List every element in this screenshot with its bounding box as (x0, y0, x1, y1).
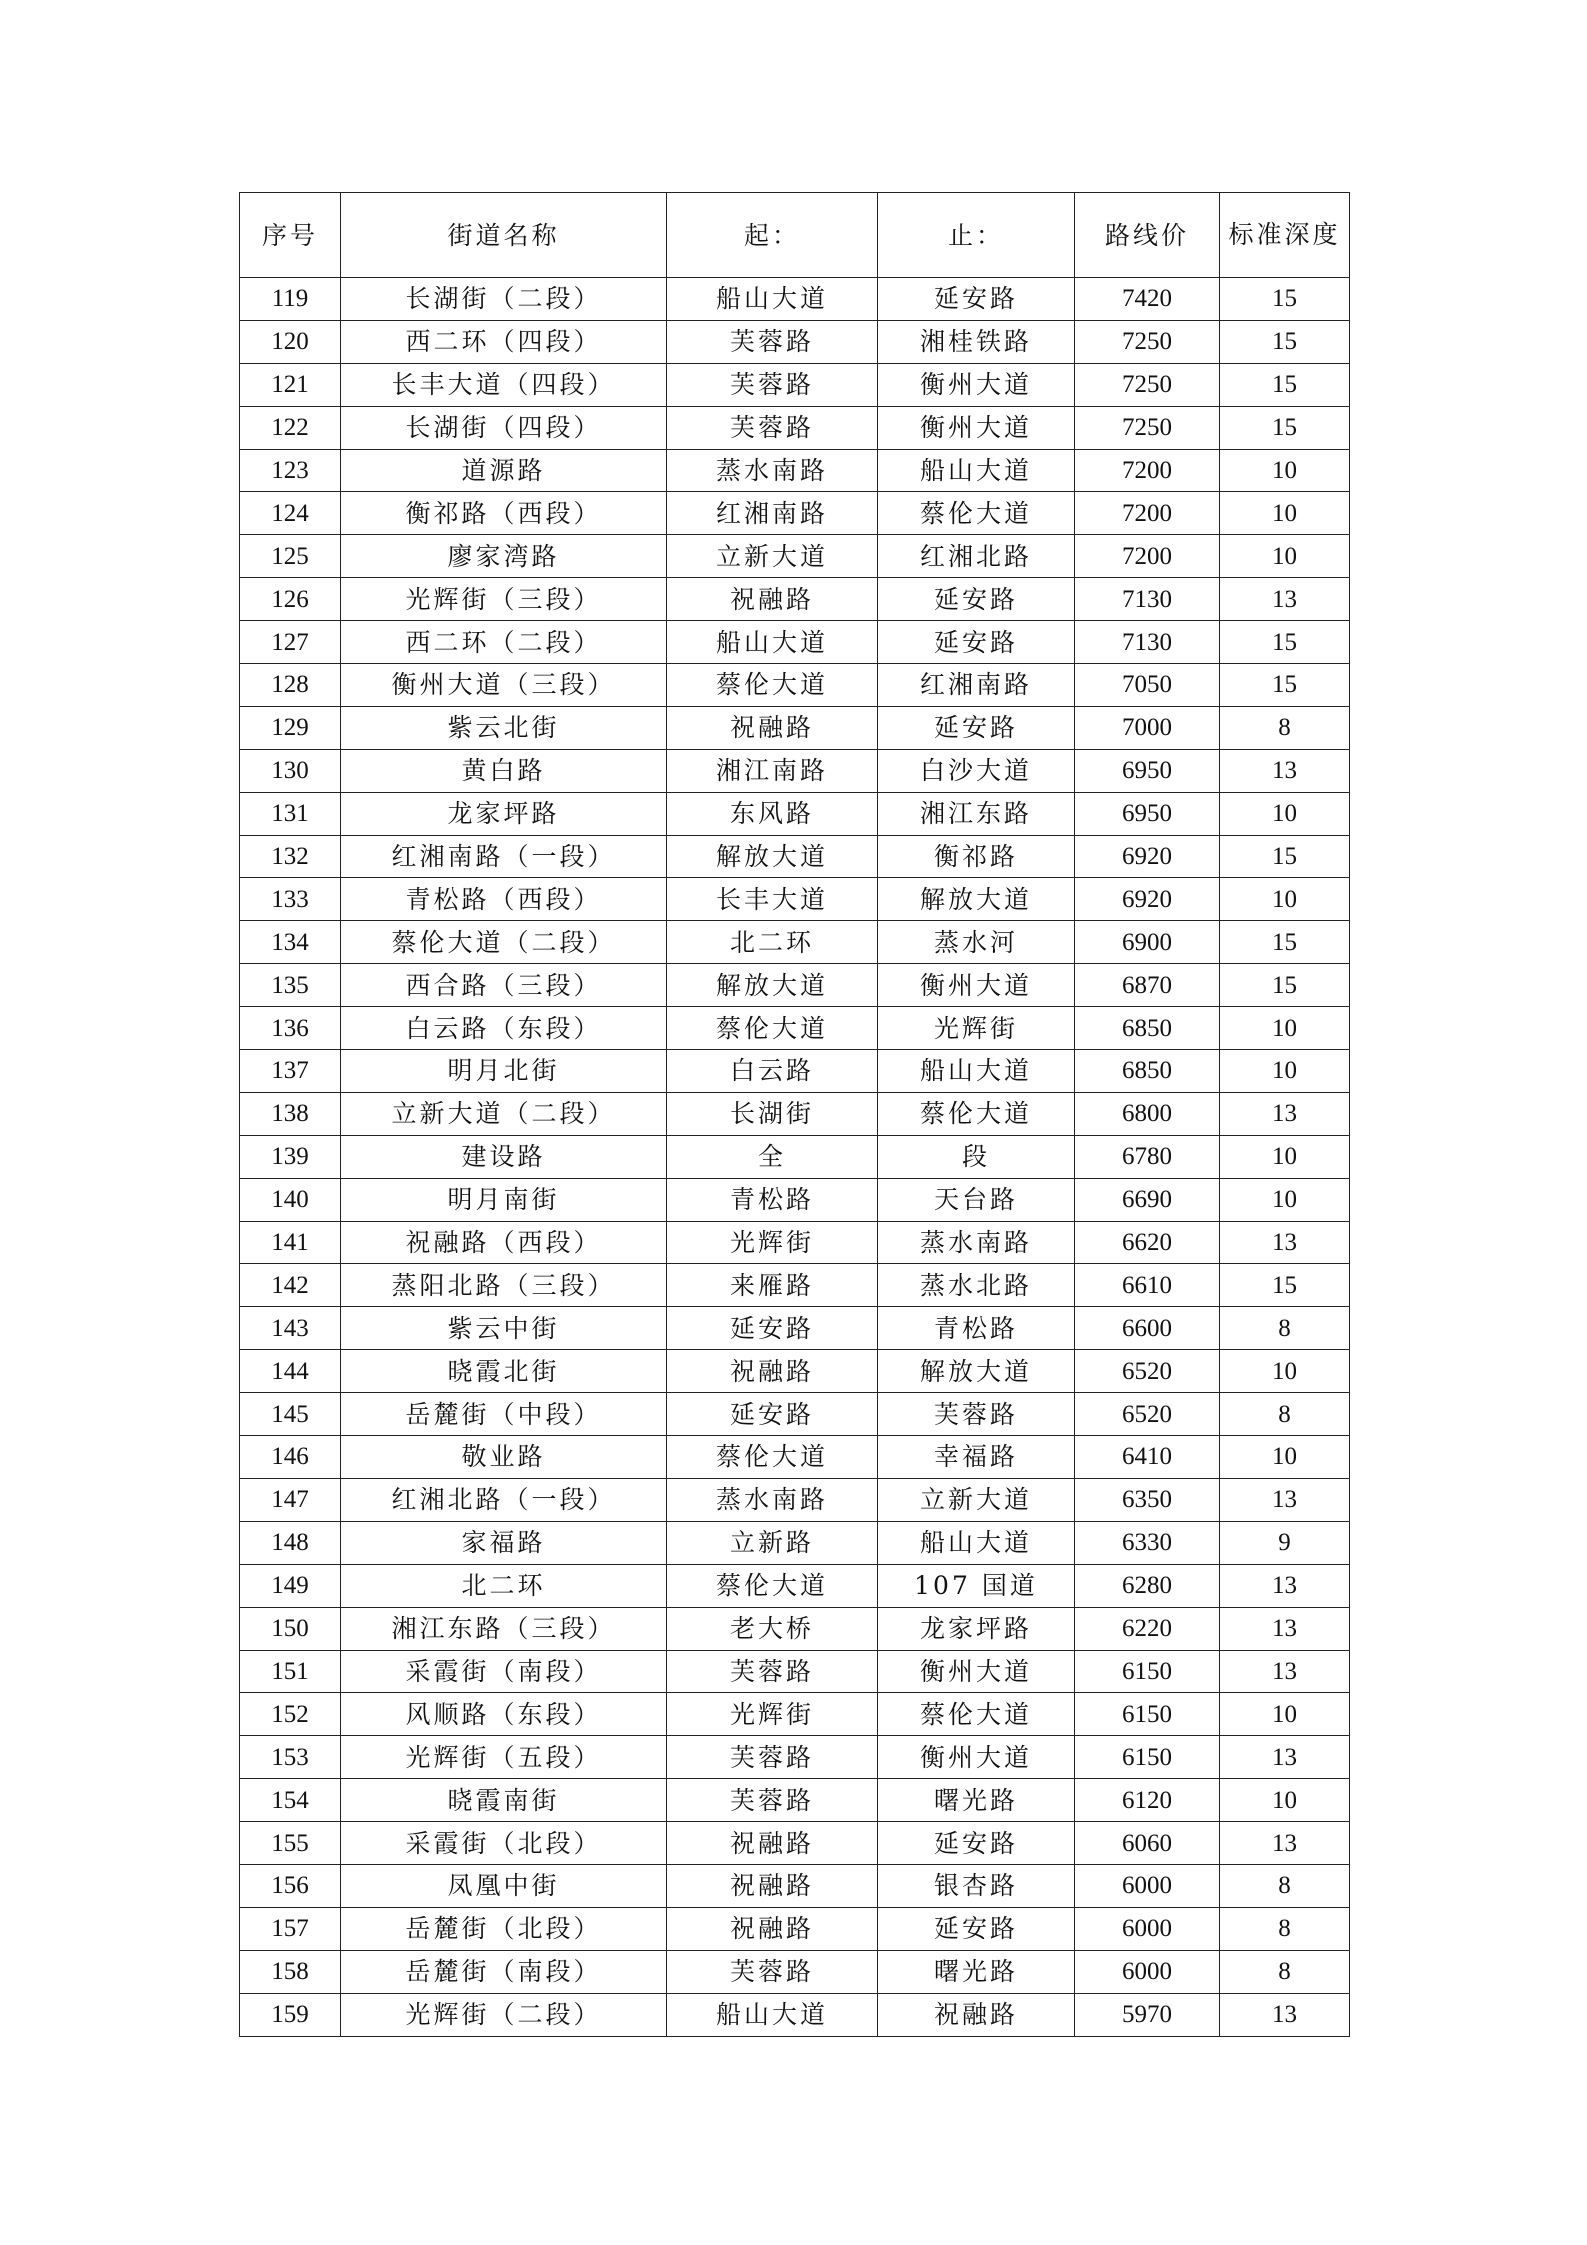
cell-to: 龙家坪路 (878, 1607, 1075, 1650)
cell-standard-depth: 13 (1220, 1564, 1350, 1607)
cell-from: 立新大道 (667, 535, 878, 578)
cell-from: 船山大道 (667, 1993, 878, 2036)
cell-standard-depth: 13 (1220, 1221, 1350, 1264)
cell-street-name: 明月南街 (341, 1178, 667, 1221)
cell-from: 芙蓉路 (667, 363, 878, 406)
cell-street-name: 岳麓街（北段） (341, 1907, 667, 1950)
cell-route-price: 7200 (1075, 449, 1220, 492)
cell-route-price: 6690 (1075, 1178, 1220, 1221)
cell-street-name: 采霞街（北段） (341, 1822, 667, 1865)
cell-to: 衡州大道 (878, 964, 1075, 1007)
cell-standard-depth: 10 (1220, 449, 1350, 492)
cell-street-name: 长丰大道（四段） (341, 363, 667, 406)
cell-from: 祝融路 (667, 578, 878, 621)
cell-route-price: 6900 (1075, 921, 1220, 964)
cell-route-price: 6120 (1075, 1779, 1220, 1822)
cell-to: 天台路 (878, 1178, 1075, 1221)
cell-standard-depth: 10 (1220, 1007, 1350, 1050)
table-row (240, 1221, 1350, 1264)
cell-route-price: 7200 (1075, 492, 1220, 535)
cell-from: 延安路 (667, 1307, 878, 1350)
cell-street-name: 光辉街（二段） (341, 1993, 667, 2036)
cell-seq: 132 (240, 835, 341, 878)
cell-route-price: 6620 (1075, 1221, 1220, 1264)
cell-route-price: 6330 (1075, 1521, 1220, 1564)
cell-street-name: 晓霞北街 (341, 1350, 667, 1393)
table-row (240, 1092, 1350, 1135)
table-row (240, 878, 1350, 921)
header-row (240, 193, 1350, 278)
cell-seq: 130 (240, 749, 341, 792)
cell-seq: 123 (240, 449, 341, 492)
cell-seq: 147 (240, 1478, 341, 1521)
cell-to: 衡州大道 (878, 406, 1075, 449)
cell-seq: 129 (240, 706, 341, 749)
table-row (240, 1864, 1350, 1907)
cell-street-name: 西合路（三段） (341, 964, 667, 1007)
cell-to: 曙光路 (878, 1950, 1075, 1993)
cell-from: 红湘南路 (667, 492, 878, 535)
cell-to: 蒸水北路 (878, 1264, 1075, 1307)
cell-from: 祝融路 (667, 1907, 878, 1950)
cell-to: 湘江东路 (878, 792, 1075, 835)
cell-to: 延安路 (878, 278, 1075, 321)
cell-seq: 128 (240, 664, 341, 707)
table-row (240, 1607, 1350, 1650)
cell-seq: 135 (240, 964, 341, 1007)
table-row (240, 320, 1350, 363)
cell-route-price: 6920 (1075, 835, 1220, 878)
table-row (240, 1178, 1350, 1221)
table-row (240, 449, 1350, 492)
cell-from: 祝融路 (667, 706, 878, 749)
cell-standard-depth: 8 (1220, 1864, 1350, 1907)
cell-route-price: 6000 (1075, 1950, 1220, 1993)
cell-standard-depth: 8 (1220, 1907, 1350, 1950)
cell-street-name: 红湘南路（一段） (341, 835, 667, 878)
cell-seq: 136 (240, 1007, 341, 1050)
cell-to: 衡州大道 (878, 1736, 1075, 1779)
cell-from: 祝融路 (667, 1822, 878, 1865)
table-row (240, 1564, 1350, 1607)
cell-from: 延安路 (667, 1393, 878, 1436)
cell-standard-depth: 13 (1220, 1092, 1350, 1135)
cell-to: 衡祁路 (878, 835, 1075, 878)
cell-standard-depth: 13 (1220, 1736, 1350, 1779)
header-street-name: 街道名称 (341, 193, 667, 278)
cell-route-price: 6950 (1075, 749, 1220, 792)
cell-route-price: 6950 (1075, 792, 1220, 835)
cell-route-price: 7130 (1075, 578, 1220, 621)
cell-route-price: 5970 (1075, 1993, 1220, 2036)
cell-from: 东风路 (667, 792, 878, 835)
table-row (240, 921, 1350, 964)
cell-standard-depth: 13 (1220, 578, 1350, 621)
cell-to: 船山大道 (878, 449, 1075, 492)
table-row (240, 406, 1350, 449)
cell-to: 衡州大道 (878, 363, 1075, 406)
cell-seq: 143 (240, 1307, 341, 1350)
cell-standard-depth: 15 (1220, 320, 1350, 363)
cell-to: 光辉街 (878, 1007, 1075, 1050)
cell-from: 祝融路 (667, 1864, 878, 1907)
cell-standard-depth: 15 (1220, 964, 1350, 1007)
cell-street-name: 采霞街（南段） (341, 1650, 667, 1693)
cell-to: 蔡伦大道 (878, 1693, 1075, 1736)
cell-route-price: 6220 (1075, 1607, 1220, 1650)
cell-from: 芙蓉路 (667, 1650, 878, 1693)
cell-seq: 125 (240, 535, 341, 578)
cell-to: 青松路 (878, 1307, 1075, 1350)
cell-route-price: 6410 (1075, 1436, 1220, 1479)
cell-to: 红湘南路 (878, 664, 1075, 707)
cell-from: 船山大道 (667, 621, 878, 664)
cell-seq: 157 (240, 1907, 341, 1950)
cell-street-name: 紫云中街 (341, 1307, 667, 1350)
table-row (240, 1393, 1350, 1436)
cell-from: 芙蓉路 (667, 320, 878, 363)
table-row (240, 1050, 1350, 1093)
cell-from: 蔡伦大道 (667, 1564, 878, 1607)
cell-from: 解放大道 (667, 835, 878, 878)
cell-street-name: 蒸阳北路（三段） (341, 1264, 667, 1307)
cell-street-name: 家福路 (341, 1521, 667, 1564)
cell-seq: 139 (240, 1135, 341, 1178)
cell-from: 光辉街 (667, 1693, 878, 1736)
table-row (240, 621, 1350, 664)
cell-from: 蒸水南路 (667, 1478, 878, 1521)
cell-seq: 141 (240, 1221, 341, 1264)
cell-standard-depth: 15 (1220, 664, 1350, 707)
cell-route-price: 7000 (1075, 706, 1220, 749)
table-row (240, 1736, 1350, 1779)
cell-route-price: 6800 (1075, 1092, 1220, 1135)
cell-seq: 121 (240, 363, 341, 406)
cell-to: 芙蓉路 (878, 1393, 1075, 1436)
cell-route-price: 6150 (1075, 1693, 1220, 1736)
cell-route-price: 6520 (1075, 1350, 1220, 1393)
cell-street-name: 西二环（二段） (341, 621, 667, 664)
cell-standard-depth: 15 (1220, 363, 1350, 406)
cell-standard-depth: 13 (1220, 1822, 1350, 1865)
header-from: 起： (667, 193, 878, 278)
cell-standard-depth: 10 (1220, 1050, 1350, 1093)
cell-from: 立新路 (667, 1521, 878, 1564)
cell-street-name: 西二环（四段） (341, 320, 667, 363)
cell-route-price: 6350 (1075, 1478, 1220, 1521)
table-row (240, 792, 1350, 835)
cell-seq: 145 (240, 1393, 341, 1436)
table-body (240, 278, 1350, 2037)
cell-standard-depth: 13 (1220, 749, 1350, 792)
table-row (240, 1350, 1350, 1393)
cell-route-price: 6850 (1075, 1050, 1220, 1093)
cell-street-name: 长湖街（四段） (341, 406, 667, 449)
cell-route-price: 7250 (1075, 363, 1220, 406)
cell-standard-depth: 10 (1220, 1135, 1350, 1178)
cell-street-name: 蔡伦大道（二段） (341, 921, 667, 964)
table-row (240, 1650, 1350, 1693)
cell-standard-depth: 8 (1220, 1950, 1350, 1993)
table-row (240, 964, 1350, 1007)
cell-route-price: 6920 (1075, 878, 1220, 921)
cell-from: 芙蓉路 (667, 406, 878, 449)
cell-route-price: 7420 (1075, 278, 1220, 321)
cell-from: 芙蓉路 (667, 1950, 878, 1993)
table-row (240, 1521, 1350, 1564)
cell-street-name: 红湘北路（一段） (341, 1478, 667, 1521)
cell-from: 全 (667, 1135, 878, 1178)
cell-street-name: 岳麓街（中段） (341, 1393, 667, 1436)
cell-street-name: 风顺路（东段） (341, 1693, 667, 1736)
cell-standard-depth: 13 (1220, 1478, 1350, 1521)
cell-street-name: 光辉街（五段） (341, 1736, 667, 1779)
cell-standard-depth: 15 (1220, 406, 1350, 449)
cell-seq: 133 (240, 878, 341, 921)
cell-to: 蔡伦大道 (878, 492, 1075, 535)
header-standard-depth: 标准深度 (1220, 193, 1350, 278)
cell-to: 延安路 (878, 1907, 1075, 1950)
cell-to: 白沙大道 (878, 749, 1075, 792)
cell-to: 船山大道 (878, 1050, 1075, 1093)
cell-seq: 127 (240, 621, 341, 664)
cell-seq: 151 (240, 1650, 341, 1693)
cell-from: 老大桥 (667, 1607, 878, 1650)
cell-street-name: 立新大道（二段） (341, 1092, 667, 1135)
cell-from: 芙蓉路 (667, 1779, 878, 1822)
cell-street-name: 衡祁路（西段） (341, 492, 667, 535)
table-row (240, 706, 1350, 749)
cell-seq: 122 (240, 406, 341, 449)
cell-street-name: 敬业路 (341, 1436, 667, 1479)
cell-seq: 146 (240, 1436, 341, 1479)
cell-street-name: 晓霞南街 (341, 1779, 667, 1822)
table-row (240, 1822, 1350, 1865)
cell-route-price: 7130 (1075, 621, 1220, 664)
table-row (240, 1307, 1350, 1350)
cell-to: 船山大道 (878, 1521, 1075, 1564)
cell-street-name: 黄白路 (341, 749, 667, 792)
table-row (240, 1436, 1350, 1479)
cell-from: 芙蓉路 (667, 1736, 878, 1779)
cell-seq: 140 (240, 1178, 341, 1221)
table-row (240, 1907, 1350, 1950)
cell-street-name: 明月北街 (341, 1050, 667, 1093)
cell-standard-depth: 10 (1220, 535, 1350, 578)
cell-standard-depth: 10 (1220, 1693, 1350, 1736)
cell-to: 湘桂铁路 (878, 320, 1075, 363)
cell-from: 蔡伦大道 (667, 1007, 878, 1050)
cell-route-price: 6000 (1075, 1907, 1220, 1950)
cell-seq: 124 (240, 492, 341, 535)
cell-route-price: 6870 (1075, 964, 1220, 1007)
cell-from: 长湖街 (667, 1092, 878, 1135)
cell-to: 曙光路 (878, 1779, 1075, 1822)
cell-route-price: 6850 (1075, 1007, 1220, 1050)
table-row (240, 1007, 1350, 1050)
cell-standard-depth: 13 (1220, 1993, 1350, 2036)
table-row (240, 835, 1350, 878)
cell-standard-depth: 15 (1220, 921, 1350, 964)
cell-standard-depth: 13 (1220, 1650, 1350, 1693)
cell-street-name: 道源路 (341, 449, 667, 492)
cell-to: 延安路 (878, 1822, 1075, 1865)
cell-route-price: 7250 (1075, 406, 1220, 449)
table-row (240, 664, 1350, 707)
cell-seq: 150 (240, 1607, 341, 1650)
cell-from: 船山大道 (667, 278, 878, 321)
table-row (240, 1478, 1350, 1521)
cell-seq: 159 (240, 1993, 341, 2036)
cell-to: 延安路 (878, 578, 1075, 621)
cell-standard-depth: 10 (1220, 1178, 1350, 1221)
table-row (240, 1135, 1350, 1178)
cell-from: 蒸水南路 (667, 449, 878, 492)
cell-to: 祝融路 (878, 1993, 1075, 2036)
header-seq: 序号 (240, 193, 341, 278)
cell-to: 蒸水河 (878, 921, 1075, 964)
cell-street-name: 长湖街（二段） (341, 278, 667, 321)
cell-from: 解放大道 (667, 964, 878, 1007)
cell-seq: 138 (240, 1092, 341, 1135)
cell-to: 解放大道 (878, 878, 1075, 921)
cell-to: 107 国道 (878, 1564, 1075, 1607)
cell-standard-depth: 10 (1220, 1350, 1350, 1393)
cell-standard-depth: 8 (1220, 706, 1350, 749)
cell-seq: 154 (240, 1779, 341, 1822)
table-row (240, 363, 1350, 406)
cell-street-name: 衡州大道（三段） (341, 664, 667, 707)
cell-standard-depth: 10 (1220, 878, 1350, 921)
cell-route-price: 7250 (1075, 320, 1220, 363)
table-row (240, 578, 1350, 621)
road-price-table (239, 192, 1350, 2037)
cell-street-name: 青松路（西段） (341, 878, 667, 921)
table-row (240, 1993, 1350, 2036)
table-row (240, 278, 1350, 321)
cell-from: 蔡伦大道 (667, 1436, 878, 1479)
cell-street-name: 廖家湾路 (341, 535, 667, 578)
cell-seq: 126 (240, 578, 341, 621)
cell-to: 立新大道 (878, 1478, 1075, 1521)
cell-seq: 131 (240, 792, 341, 835)
cell-from: 祝融路 (667, 1350, 878, 1393)
cell-to: 段 (878, 1135, 1075, 1178)
cell-to: 衡州大道 (878, 1650, 1075, 1693)
cell-standard-depth: 15 (1220, 621, 1350, 664)
table-row (240, 749, 1350, 792)
cell-street-name: 祝融路（西段） (341, 1221, 667, 1264)
cell-standard-depth: 13 (1220, 1607, 1350, 1650)
cell-route-price: 6150 (1075, 1736, 1220, 1779)
cell-standard-depth: 15 (1220, 1264, 1350, 1307)
cell-seq: 119 (240, 278, 341, 321)
cell-street-name: 湘江东路（三段） (341, 1607, 667, 1650)
cell-to: 红湘北路 (878, 535, 1075, 578)
cell-street-name: 凤凰中街 (341, 1864, 667, 1907)
cell-from: 光辉街 (667, 1221, 878, 1264)
cell-seq: 158 (240, 1950, 341, 1993)
cell-standard-depth: 15 (1220, 835, 1350, 878)
cell-from: 长丰大道 (667, 878, 878, 921)
cell-from: 来雁路 (667, 1264, 878, 1307)
cell-street-name: 北二环 (341, 1564, 667, 1607)
cell-route-price: 6280 (1075, 1564, 1220, 1607)
table-row (240, 1264, 1350, 1307)
cell-route-price: 6610 (1075, 1264, 1220, 1307)
cell-street-name: 龙家坪路 (341, 792, 667, 835)
cell-street-name: 光辉街（三段） (341, 578, 667, 621)
cell-seq: 153 (240, 1736, 341, 1779)
cell-street-name: 白云路（东段） (341, 1007, 667, 1050)
cell-seq: 148 (240, 1521, 341, 1564)
cell-seq: 155 (240, 1822, 341, 1865)
cell-standard-depth: 10 (1220, 792, 1350, 835)
cell-to: 蒸水南路 (878, 1221, 1075, 1264)
cell-seq: 144 (240, 1350, 341, 1393)
cell-street-name: 岳麓街（南段） (341, 1950, 667, 1993)
cell-standard-depth: 8 (1220, 1393, 1350, 1436)
cell-seq: 137 (240, 1050, 341, 1093)
cell-seq: 149 (240, 1564, 341, 1607)
table-header (240, 193, 1350, 278)
table-row (240, 1950, 1350, 1993)
cell-from: 蔡伦大道 (667, 664, 878, 707)
table-row (240, 1693, 1350, 1736)
cell-route-price: 6520 (1075, 1393, 1220, 1436)
cell-seq: 156 (240, 1864, 341, 1907)
cell-street-name: 紫云北街 (341, 706, 667, 749)
cell-to: 延安路 (878, 706, 1075, 749)
header-to: 止： (878, 193, 1075, 278)
table-row (240, 535, 1350, 578)
cell-route-price: 7050 (1075, 664, 1220, 707)
cell-route-price: 6600 (1075, 1307, 1220, 1350)
cell-standard-depth: 10 (1220, 492, 1350, 535)
cell-to: 延安路 (878, 621, 1075, 664)
cell-standard-depth: 10 (1220, 1436, 1350, 1479)
cell-standard-depth: 15 (1220, 278, 1350, 321)
cell-route-price: 6000 (1075, 1864, 1220, 1907)
cell-route-price: 6150 (1075, 1650, 1220, 1693)
cell-to: 解放大道 (878, 1350, 1075, 1393)
table-row (240, 1779, 1350, 1822)
cell-standard-depth: 9 (1220, 1521, 1350, 1564)
cell-standard-depth: 10 (1220, 1779, 1350, 1822)
header-route-price: 路线价 (1075, 193, 1220, 278)
cell-from: 湘江南路 (667, 749, 878, 792)
cell-seq: 134 (240, 921, 341, 964)
cell-from: 青松路 (667, 1178, 878, 1221)
cell-route-price: 6780 (1075, 1135, 1220, 1178)
cell-street-name: 建设路 (341, 1135, 667, 1178)
cell-standard-depth: 8 (1220, 1307, 1350, 1350)
cell-seq: 152 (240, 1693, 341, 1736)
cell-to: 幸福路 (878, 1436, 1075, 1479)
cell-route-price: 7200 (1075, 535, 1220, 578)
cell-to: 蔡伦大道 (878, 1092, 1075, 1135)
cell-from: 北二环 (667, 921, 878, 964)
cell-seq: 142 (240, 1264, 341, 1307)
cell-seq: 120 (240, 320, 341, 363)
cell-from: 白云路 (667, 1050, 878, 1093)
cell-to: 银杏路 (878, 1864, 1075, 1907)
table-row (240, 492, 1350, 535)
cell-route-price: 6060 (1075, 1822, 1220, 1865)
